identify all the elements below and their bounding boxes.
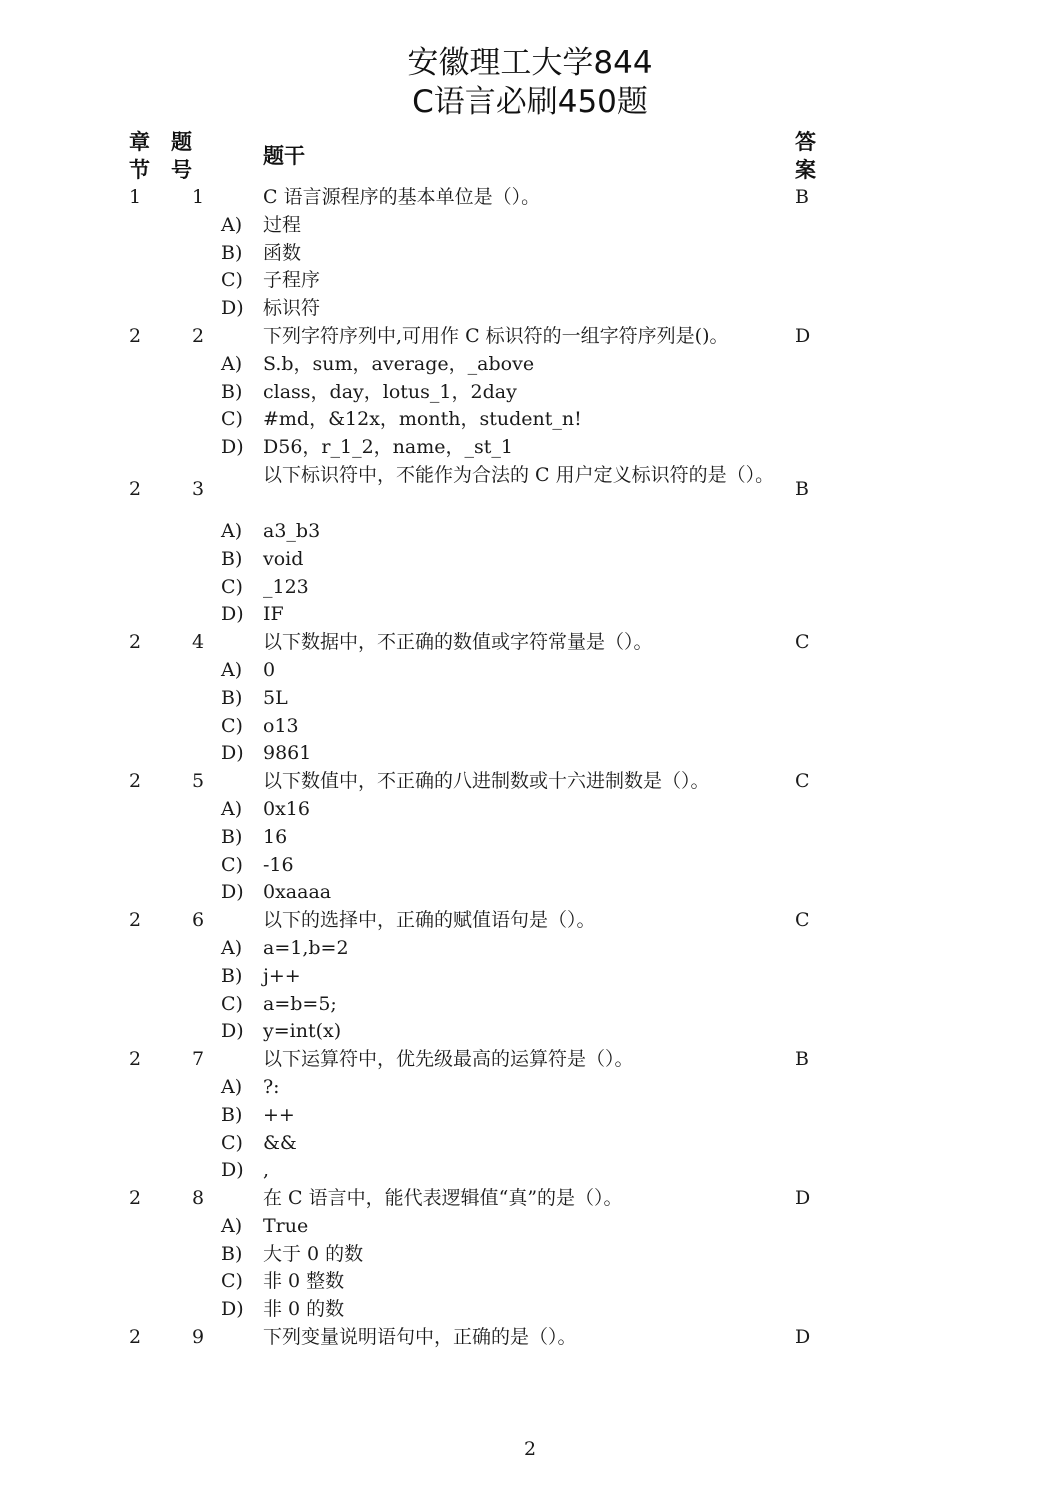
question-number: 8 bbox=[192, 1187, 205, 1210]
chapter-cell: 2 bbox=[129, 1048, 142, 1071]
option-letter: B) bbox=[221, 964, 243, 987]
option-letter: B) bbox=[221, 825, 243, 848]
option-row bbox=[0, 713, 1060, 741]
option-row bbox=[0, 824, 1060, 852]
option-letter: C) bbox=[221, 1131, 243, 1154]
header-chapter-2: 节 bbox=[129, 158, 150, 182]
option-row bbox=[0, 240, 1060, 268]
option-row bbox=[0, 852, 1060, 880]
option-text: 过程 bbox=[263, 213, 302, 236]
option-row bbox=[0, 601, 1060, 629]
page-number: 2 bbox=[523, 1438, 537, 1460]
option-row bbox=[0, 1074, 1060, 1102]
question-row bbox=[0, 768, 1060, 796]
header-qno-1: 题 bbox=[171, 130, 192, 154]
option-letter: A) bbox=[221, 213, 243, 236]
option-text: 0xaaaa bbox=[263, 881, 332, 904]
answer-cell: D bbox=[795, 1326, 811, 1349]
option-text: 5L bbox=[263, 686, 288, 709]
header-chapter-1: 章 bbox=[129, 130, 150, 154]
option-letter: A) bbox=[221, 1075, 243, 1098]
option-row bbox=[0, 574, 1060, 602]
option-text: -16 bbox=[263, 853, 294, 876]
document-title-line-2: C语言必刷450题 bbox=[412, 84, 648, 120]
answer-cell: C bbox=[795, 909, 810, 932]
option-row bbox=[0, 740, 1060, 768]
question-row bbox=[0, 1324, 1060, 1352]
option-row bbox=[0, 796, 1060, 824]
option-letter: D) bbox=[221, 881, 244, 904]
option-row bbox=[0, 1018, 1060, 1046]
chapter-cell: 2 bbox=[129, 324, 142, 347]
option-row bbox=[0, 212, 1060, 240]
option-text: a=1,b=2 bbox=[263, 936, 349, 959]
option-row bbox=[0, 685, 1060, 713]
chapter-cell: 2 bbox=[129, 1187, 142, 1210]
question-row bbox=[0, 184, 1060, 212]
answer-cell: C bbox=[795, 770, 810, 793]
option-text: True bbox=[263, 1214, 309, 1237]
option-letter: D) bbox=[221, 1020, 244, 1043]
option-text: a=b=5; bbox=[263, 992, 337, 1015]
answer-cell: B bbox=[795, 186, 809, 208]
option-letter: B) bbox=[221, 1242, 243, 1265]
question-stem: 下列字符序列中,可用作 C 标识符的一组字符序列是()。 bbox=[263, 324, 729, 347]
option-text: _123 bbox=[263, 575, 309, 598]
question-row bbox=[0, 1185, 1060, 1213]
option-text: void bbox=[263, 547, 304, 570]
option-letter: A) bbox=[221, 1214, 243, 1237]
option-text: 子程序 bbox=[263, 269, 321, 292]
option-text: IF bbox=[263, 603, 284, 626]
option-letter: B) bbox=[221, 686, 243, 709]
option-row bbox=[0, 1241, 1060, 1269]
answer-cell: D bbox=[795, 1187, 811, 1210]
option-text: class，day，lotus_1，2day bbox=[263, 380, 517, 403]
answer-cell: B bbox=[795, 477, 809, 500]
option-text: o13 bbox=[263, 714, 299, 737]
option-letter: D) bbox=[221, 603, 244, 626]
option-row bbox=[0, 991, 1060, 1019]
question-row bbox=[0, 1046, 1060, 1074]
option-text: D56，r_1_2，name，_st_1 bbox=[263, 436, 513, 459]
question-stem: 以下数据中，不正确的数值或字符常量是（）。 bbox=[263, 631, 653, 654]
option-text: 非 0 整数 bbox=[263, 1270, 345, 1293]
option-letter: D) bbox=[221, 1298, 244, 1321]
question-number: 9 bbox=[192, 1326, 205, 1349]
header-stem: 题干 bbox=[263, 144, 305, 168]
option-row bbox=[0, 1268, 1060, 1296]
question-row bbox=[0, 907, 1060, 935]
chapter-cell: 2 bbox=[129, 1326, 142, 1349]
question-row bbox=[0, 629, 1060, 657]
option-text: S.b，sum，average，_above bbox=[263, 352, 535, 375]
option-letter: C) bbox=[221, 714, 243, 737]
chapter-cell: 2 bbox=[129, 477, 142, 500]
question-number: 4 bbox=[192, 631, 205, 654]
answer-cell: B bbox=[795, 1048, 809, 1071]
question-number: 3 bbox=[192, 477, 205, 500]
option-row bbox=[0, 657, 1060, 685]
option-text: 16 bbox=[263, 825, 288, 848]
chapter-cell: 2 bbox=[129, 909, 142, 932]
chapter-cell: 2 bbox=[129, 770, 142, 793]
question-stem: 以下的选择中，正确的赋值语句是（）。 bbox=[263, 909, 596, 932]
option-letter: A) bbox=[221, 352, 243, 375]
option-row bbox=[0, 546, 1060, 574]
option-letter: D) bbox=[221, 742, 244, 765]
question-number: 1 bbox=[192, 186, 205, 208]
option-text: ?: bbox=[263, 1075, 280, 1098]
option-text: 0x16 bbox=[263, 797, 310, 820]
answer-cell: C bbox=[795, 631, 810, 654]
option-text: , bbox=[263, 1159, 270, 1182]
option-text: 非 0 的数 bbox=[263, 1298, 345, 1321]
option-letter: B) bbox=[221, 380, 243, 403]
option-text: 0 bbox=[263, 658, 276, 681]
option-letter: D) bbox=[221, 436, 244, 459]
option-row bbox=[0, 518, 1060, 546]
option-letter: D) bbox=[221, 297, 244, 320]
option-letter: C) bbox=[221, 575, 243, 598]
option-row bbox=[0, 295, 1060, 323]
question-number: 6 bbox=[192, 909, 205, 932]
option-text: #md，&12x，month，student_n! bbox=[263, 408, 582, 431]
document-title-line-1: 安徽理工大学844 bbox=[407, 45, 653, 81]
option-letter: D) bbox=[221, 1159, 244, 1182]
chapter-cell: 1 bbox=[129, 186, 142, 208]
option-row bbox=[0, 963, 1060, 991]
option-row bbox=[0, 267, 1060, 295]
option-text: ++ bbox=[263, 1103, 295, 1126]
option-row bbox=[0, 1157, 1060, 1185]
option-row bbox=[0, 351, 1060, 379]
header-qno-2: 号 bbox=[171, 158, 192, 182]
option-letter: B) bbox=[221, 547, 243, 570]
option-letter: B) bbox=[221, 241, 243, 264]
option-text: y=int(x) bbox=[263, 1020, 342, 1043]
option-letter: C) bbox=[221, 1270, 243, 1293]
question-table bbox=[0, 184, 1060, 1352]
header-answer-1: 答 bbox=[795, 130, 816, 154]
option-row bbox=[0, 406, 1060, 434]
chapter-cell: 2 bbox=[129, 631, 142, 654]
option-letter: C) bbox=[221, 992, 243, 1015]
option-row bbox=[0, 1130, 1060, 1158]
option-text: 标识符 bbox=[263, 297, 321, 320]
option-text: 9861 bbox=[263, 742, 312, 765]
option-row bbox=[0, 1213, 1060, 1241]
question-number: 2 bbox=[192, 324, 205, 347]
option-letter: A) bbox=[221, 936, 243, 959]
answer-cell: D bbox=[795, 324, 811, 347]
option-row bbox=[0, 1102, 1060, 1130]
option-row bbox=[0, 879, 1060, 907]
header-answer-2: 案 bbox=[795, 158, 816, 182]
option-row bbox=[0, 1296, 1060, 1324]
question-stem: 以下运算符中，优先级最高的运算符是（）。 bbox=[263, 1048, 634, 1071]
option-row bbox=[0, 434, 1060, 462]
option-letter: A) bbox=[221, 797, 243, 820]
question-stem: 在 C 语言中，能代表逻辑值“真”的是（）。 bbox=[263, 1187, 623, 1210]
question-stem: 以下数值中，不正确的八进制数或十六进制数是（）。 bbox=[263, 770, 710, 793]
option-text: 大于 0 的数 bbox=[263, 1242, 364, 1265]
option-text: 函数 bbox=[263, 241, 302, 264]
question-number: 5 bbox=[192, 770, 205, 793]
option-letter: C) bbox=[221, 408, 243, 431]
option-letter: A) bbox=[221, 658, 243, 681]
question-stem: 以下标识符中，不能作为合法的 C 用户定义标识符的是（）。 bbox=[263, 463, 775, 486]
option-text: j++ bbox=[263, 964, 301, 987]
option-text: a3_b3 bbox=[263, 519, 321, 542]
option-letter: C) bbox=[221, 269, 243, 292]
option-letter: A) bbox=[221, 519, 243, 542]
option-text: && bbox=[263, 1131, 297, 1154]
option-row bbox=[0, 379, 1060, 407]
option-row bbox=[0, 935, 1060, 963]
question-stem: 下列变量说明语句中，正确的是（）。 bbox=[263, 1326, 577, 1349]
question-number: 7 bbox=[192, 1048, 205, 1071]
question-row bbox=[0, 323, 1060, 351]
option-letter: B) bbox=[221, 1103, 243, 1126]
question-row bbox=[0, 462, 1060, 518]
option-letter: C) bbox=[221, 853, 243, 876]
question-stem: C 语言源程序的基本单位是（）。 bbox=[263, 186, 541, 208]
